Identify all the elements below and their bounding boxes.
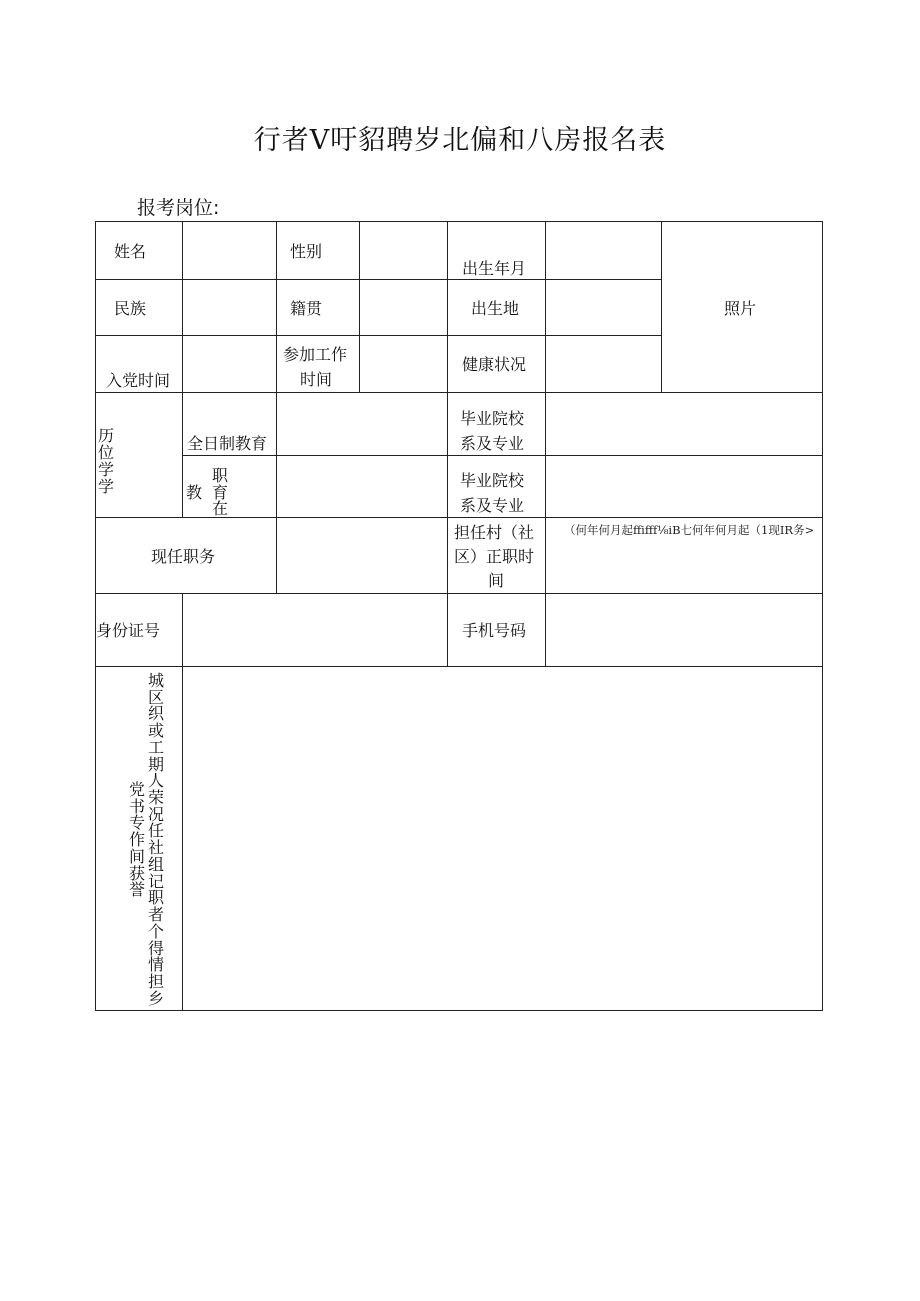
inservice-edu-char-jiao: 教 bbox=[186, 483, 203, 502]
name-field[interactable] bbox=[182, 221, 277, 280]
inservice-school-major-field[interactable] bbox=[545, 455, 823, 518]
inservice-major-label: 系及专业 bbox=[460, 496, 525, 515]
party-join-time-label-cell bbox=[95, 335, 183, 393]
health-label-cell bbox=[447, 335, 546, 393]
fulltime-edu-field[interactable] bbox=[276, 392, 448, 456]
current-position-label: 现任职务 bbox=[151, 547, 216, 566]
birthplace-label: 出生地 bbox=[471, 299, 520, 318]
honors-field[interactable] bbox=[182, 666, 823, 1011]
gender-label: 性别 bbox=[290, 242, 323, 261]
current-position-label-cell bbox=[95, 517, 277, 594]
phone-field[interactable] bbox=[545, 593, 823, 667]
fulltime-school-major-field[interactable] bbox=[545, 392, 823, 456]
party-join-time-field[interactable] bbox=[182, 335, 277, 393]
id-number-field[interactable] bbox=[182, 593, 448, 667]
native-place-field[interactable] bbox=[359, 279, 448, 336]
ethnicity-field[interactable] bbox=[182, 279, 277, 336]
honors-label-cell bbox=[95, 666, 183, 1011]
honors-label-right-column: 城区织或工期人荣况任社组记职者个得情担乡 bbox=[148, 671, 165, 1008]
native-place-label: 籍贯 bbox=[290, 299, 323, 318]
inservice-edu-char-yu: 育 bbox=[212, 483, 229, 502]
health-label: 健康状况 bbox=[462, 355, 527, 374]
work-start-field[interactable] bbox=[359, 335, 448, 393]
page-title: 行者V吁貂聘岁北偏和八房报名表 bbox=[253, 125, 667, 156]
health-field[interactable] bbox=[545, 335, 662, 393]
birth-date-label-cell bbox=[447, 221, 546, 280]
ethnicity-label-cell bbox=[95, 279, 183, 336]
photo-label: 照片 bbox=[724, 299, 757, 318]
inservice-school-label: 毕业院校 bbox=[460, 471, 525, 490]
fulltime-edu-label: 全日制教育 bbox=[187, 434, 268, 453]
education-label-cell bbox=[95, 392, 183, 518]
current-position-field[interactable] bbox=[276, 517, 448, 594]
phone-label-cell bbox=[447, 593, 546, 667]
work-start-label-line2: 时间 bbox=[300, 370, 333, 389]
inservice-edu-field[interactable] bbox=[276, 455, 448, 518]
village-term-label-line2: 区）正职时 bbox=[454, 547, 535, 566]
id-number-label: 身份证号 bbox=[96, 621, 161, 640]
village-term-field[interactable] bbox=[545, 517, 823, 594]
ethnicity-label: 民族 bbox=[114, 299, 147, 318]
photo-cell[interactable] bbox=[661, 221, 823, 393]
gender-field[interactable] bbox=[359, 221, 448, 280]
village-term-label-cell bbox=[447, 517, 546, 594]
village-term-note: （何年何月起ffifff⅛iB七何年何月起（1现IR务> bbox=[564, 523, 815, 537]
name-label: 姓名 bbox=[114, 242, 147, 261]
post-label: 报考岗位: bbox=[137, 197, 220, 219]
village-term-label-line1: 担任村（社 bbox=[454, 523, 535, 542]
inservice-edu-label-cell bbox=[182, 455, 277, 518]
party-join-time-label: 入党时间 bbox=[106, 371, 171, 390]
honors-label-left-column: 党书专作间获誉 bbox=[129, 780, 146, 900]
gender-label-cell bbox=[276, 221, 360, 280]
birth-date-field[interactable] bbox=[545, 221, 662, 280]
fulltime-major-label: 系及专业 bbox=[460, 434, 525, 453]
native-place-label-cell bbox=[276, 279, 360, 336]
birthplace-label-cell bbox=[447, 279, 546, 336]
inservice-edu-char-zhi: 职 bbox=[212, 466, 229, 485]
education-label: 历位学学 bbox=[98, 426, 115, 497]
inservice-school-major-label-cell bbox=[447, 455, 546, 518]
birth-date-label: 出生年月 bbox=[462, 259, 527, 278]
fulltime-school-major-label-cell bbox=[447, 392, 546, 456]
birthplace-field[interactable] bbox=[545, 279, 662, 336]
inservice-edu-char-zai: 在 bbox=[212, 499, 229, 518]
work-start-label-cell bbox=[276, 335, 360, 393]
name-label-cell bbox=[95, 221, 183, 280]
id-number-label-cell bbox=[95, 593, 183, 667]
fulltime-edu-label-cell bbox=[182, 392, 277, 456]
phone-label: 手机号码 bbox=[462, 621, 527, 640]
fulltime-school-label: 毕业院校 bbox=[460, 409, 525, 428]
work-start-label-line1: 参加工作 bbox=[283, 345, 348, 364]
village-term-label-line3: 间 bbox=[488, 571, 505, 590]
